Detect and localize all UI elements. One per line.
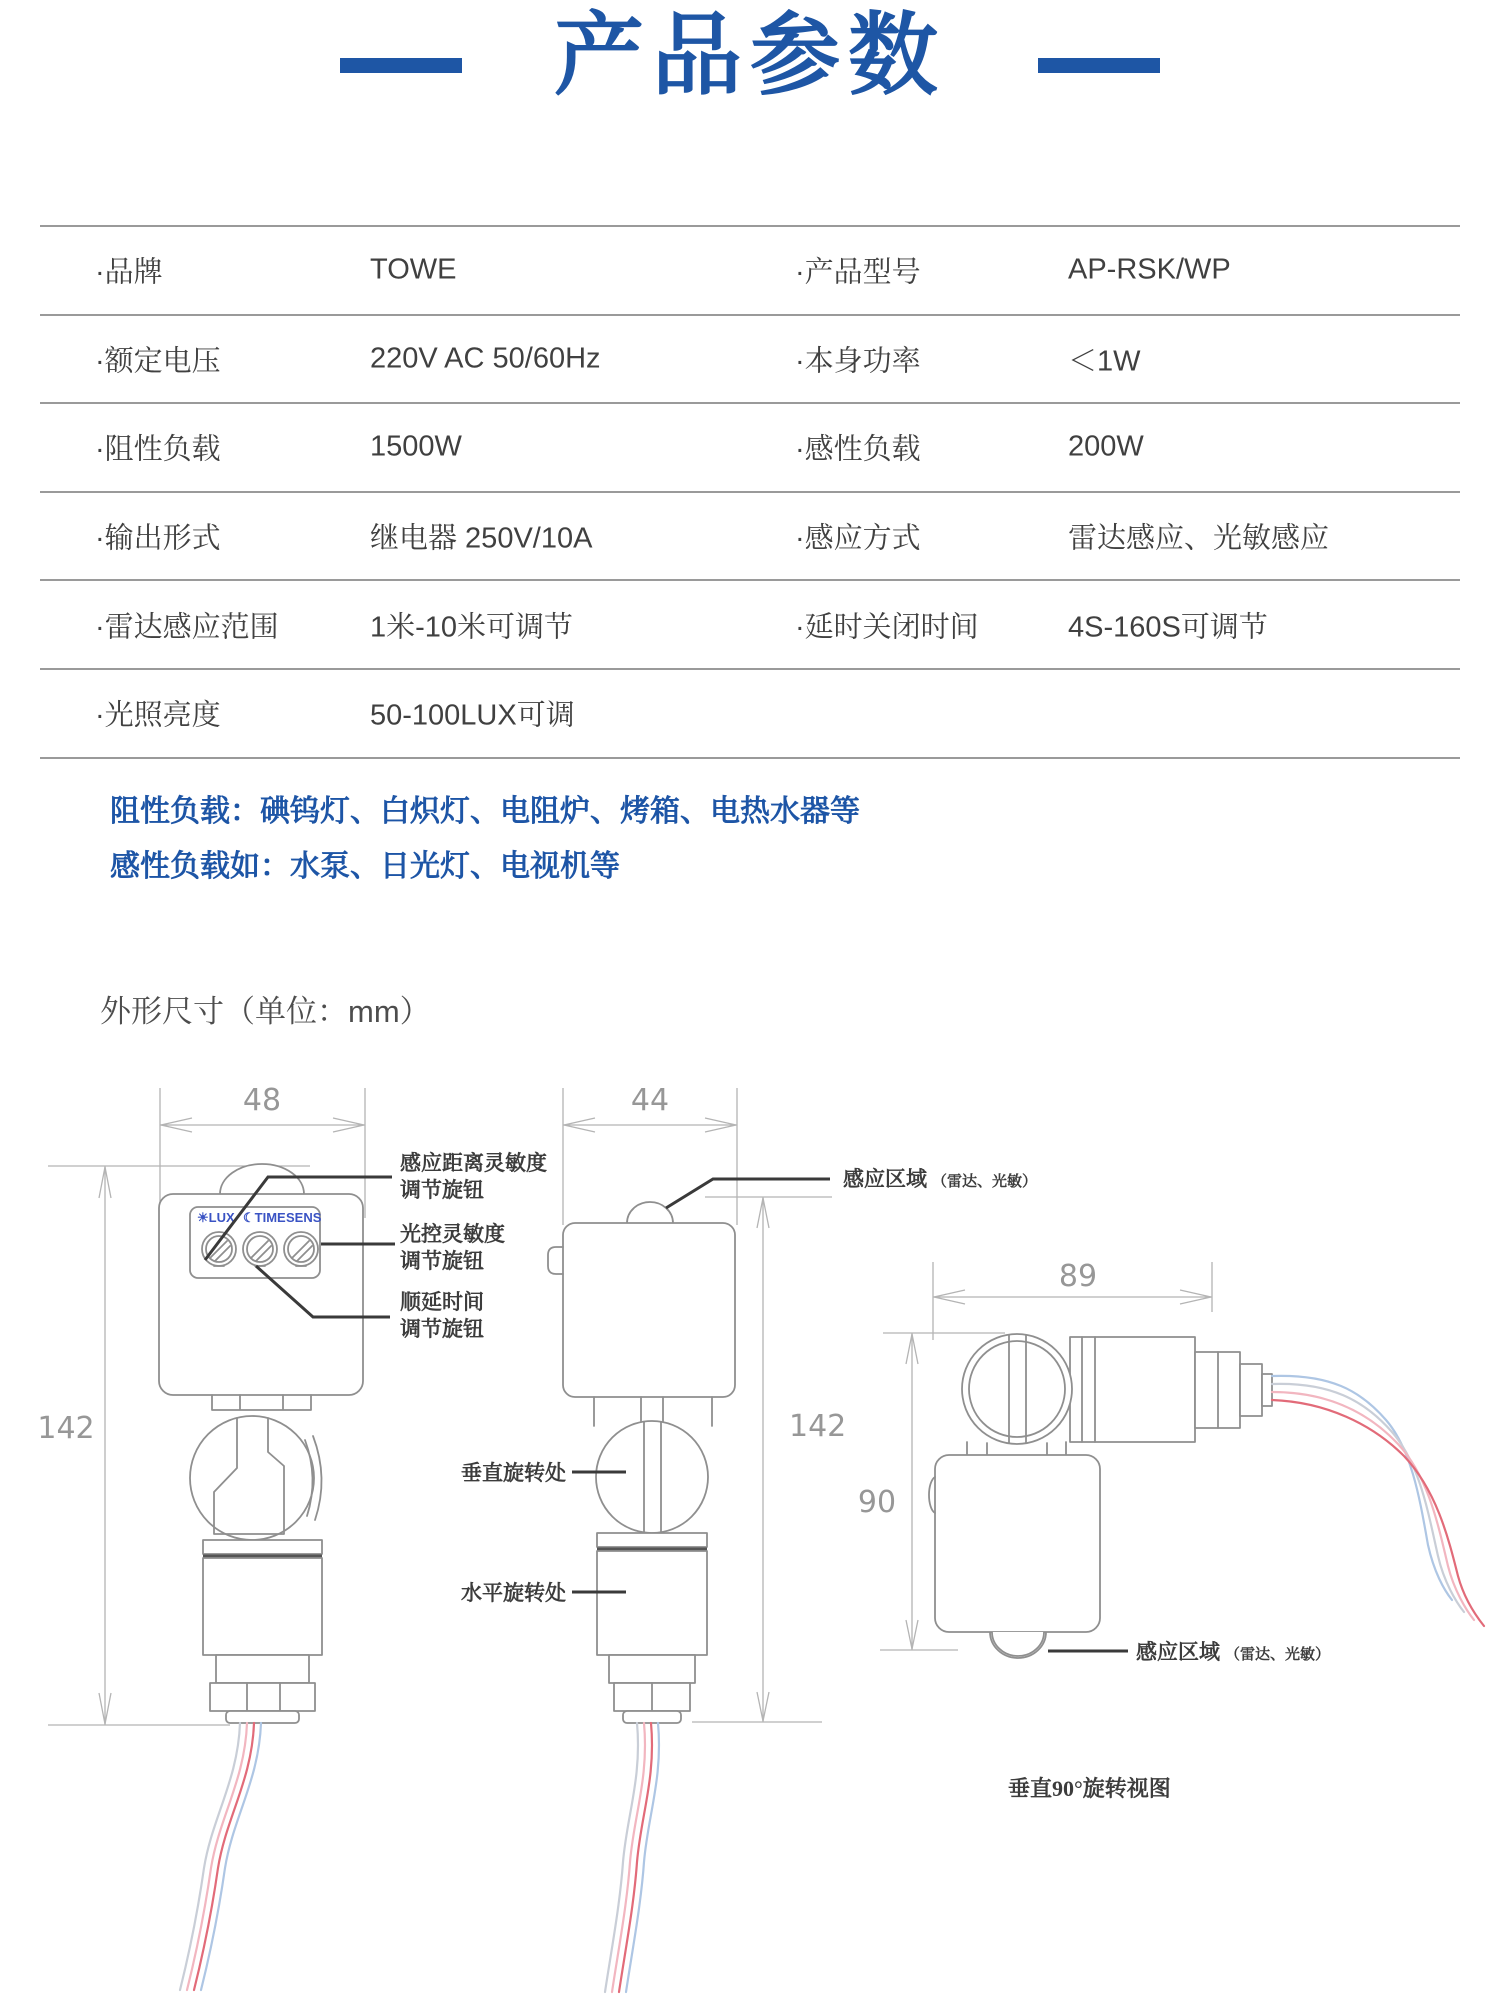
delay-time-knob-label: 顺延时间 [400,1290,484,1314]
spec-value: 4S-160S可调节 [1068,611,1268,644]
spec-label: ·光照亮度 [95,699,221,732]
spec-value: ＜1W [1068,345,1141,378]
wires [605,1723,659,1992]
side-height-dimension: 142 [789,1409,847,1444]
sensing-area-label: 感应区域 [843,1167,927,1191]
spec-value: 200W [1068,430,1144,463]
time-knob-label: ☾TIME [243,1210,286,1225]
dimensions-heading: 外形尺寸（单位：mm） [100,994,431,1029]
vertical-pivot-label: 垂直旋转处 [461,1461,566,1485]
side-width-dimension: 44 [630,1083,670,1118]
spec-table [40,225,1460,759]
rotated-height-dimension: 90 [857,1485,897,1520]
device-body [1070,1337,1195,1442]
distance-sensitivity-knob-label: 感应距离灵敏度 [400,1151,547,1175]
spec-label: ·感性负载 [795,433,921,466]
spec-label: ·品牌 [95,256,163,289]
spec-value: 50-100LUX可调 [370,699,575,732]
spec-value: 继电器 250V/10A [370,522,593,555]
resistive-load-note: 阻性负载：碘钨灯、白炽灯、电阻炉、烤箱、电热水器等 [110,795,860,828]
spec-value: 1米-10米可调节 [370,611,574,644]
ball-joint [962,1334,1072,1444]
title-dash-right [1038,58,1160,73]
sensing-area-note: （雷达、光敏） [932,1174,1038,1190]
lux-knob-label: ☀LUX [197,1210,235,1225]
mounting-nut [210,1683,315,1711]
table-row [40,581,1460,670]
spec-value: 220V AC 50/60Hz [370,342,601,375]
table-row [40,493,1460,582]
svg-text:调节旋钮: 调节旋钮 [400,1249,484,1273]
front-width-dimension: 48 [242,1083,282,1118]
spec-label: ·感应方式 [795,522,921,555]
spec-label: ·输出形式 [95,522,221,555]
sensor-dome [627,1202,673,1223]
front-height-dimension: 142 [37,1411,95,1446]
inductive-load-note: 感性负载如：水泵、日光灯、电视机等 [110,850,620,883]
light-sensitivity-knob-label: 光控灵敏度 [400,1222,505,1246]
spec-value: TOWE [370,253,457,286]
horizontal-pivot-label: 水平旋转处 [461,1581,566,1605]
table-row [40,670,1460,759]
spec-label: ·阻性负载 [95,433,221,466]
table-row [40,404,1460,493]
device-body [203,1558,322,1655]
dimension-drawings [0,1055,1500,2001]
sensor-dome [220,1164,304,1194]
svg-text:调节旋钮: 调节旋钮 [400,1317,484,1341]
rotated-view-caption: 垂直90°旋转视图 [1008,1776,1171,1801]
spec-label: ·产品型号 [795,256,921,289]
rotated-width-dimension: 89 [1058,1259,1098,1294]
device-head [935,1455,1100,1632]
spec-value: AP-RSK/WP [1068,253,1231,286]
spec-value: 雷达感应、光敏感应 [1068,522,1330,555]
page-title: 产品参数 [554,6,946,106]
table-row [40,227,1460,316]
title-dash-left [340,58,462,73]
spec-label: ·额定电压 [95,345,221,378]
wires [1272,1376,1484,1626]
svg-text:调节旋钮: 调节旋钮 [400,1178,484,1202]
ball-joint [596,1421,708,1533]
ball-joint [190,1416,314,1540]
device-head [563,1223,735,1397]
spec-label: ·本身功率 [795,345,921,378]
spec-label: ·延时关闭时间 [795,611,979,644]
spec-label: ·雷达感应范围 [95,611,279,644]
device-body [597,1551,707,1655]
sensing-area-label: 感应区域 [1136,1640,1220,1664]
table-row [40,316,1460,405]
sensing-area-note: （雷达、光敏） [1225,1647,1331,1663]
spec-value: 1500W [370,430,462,463]
rotated-view-drawing [858,1259,1484,1801]
wires [180,1723,261,1990]
front-view-drawing [37,1083,547,1990]
sens-knob-label: SENS [286,1210,322,1225]
